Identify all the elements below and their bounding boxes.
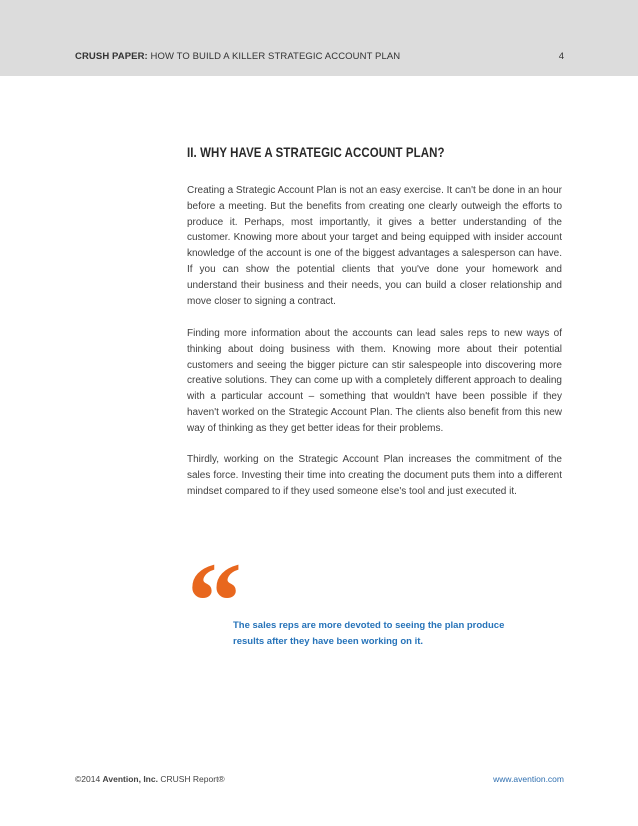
footer-copyright [75,774,225,784]
footer-company: Avention, Inc. [102,774,158,784]
footer-report: CRUSH Report® [157,774,225,784]
page-number: 4 [558,51,564,62]
header-band [0,0,638,76]
body-paragraph-1: Creating a Strategic Account Plan is not an easy exercise. It can't be done in an hour before a meeting. But the benefits from creating one clearly outweigh the efforts to produce it. Perhaps, most importantly, it gives a better understanding of the customer. Knowing more about your target and being equipped with insider account knowledge of the account is one of the biggest advantages a salesperson can have. If you can show the potential clients that you've done your homework and understand their business and their needs, you can build a closer relationship and move closer to signing a contract. [187,185,562,307]
footer-url-link[interactable]: www.avention.com [493,774,564,784]
quote-mark-icon: “ [187,540,242,662]
header-title [75,51,400,62]
header-title-rest: HOW TO BUILD A KILLER STRATEGIC ACCOUNT PLAN [147,51,401,62]
body-paragraph-3: Thirdly, working on the Strategic Account Plan increases the commitment of the sales force. Investing their time into creating the document puts them into a different mindset compared to if they used someone else's tool and just executed it. [187,454,562,497]
footer-copyright-prefix: ©2014 [75,774,103,784]
body-paragraph-2: Finding more information about the accounts can lead sales reps to new ways of thinking about doing business with them. Knowing more about their potential customers and seeing the bigger picture can stir salespeople into discovering more creative solutions. They can come up with a completely different approach to dealing with a particular account – something that wouldn't have been possible if they haven't worked on the Strategic Account Plan. The clients also benefit from this new way of thinking as they get better ideas for their problems. [187,328,562,434]
section-heading: II. WHY HAVE A STRATEGIC ACCOUNT PLAN? [187,144,445,160]
pull-quote: The sales reps are more devoted to seeing the plan produce results after they have been working on it. [233,620,505,647]
header-title-bold: CRUSH PAPER: [75,51,148,62]
